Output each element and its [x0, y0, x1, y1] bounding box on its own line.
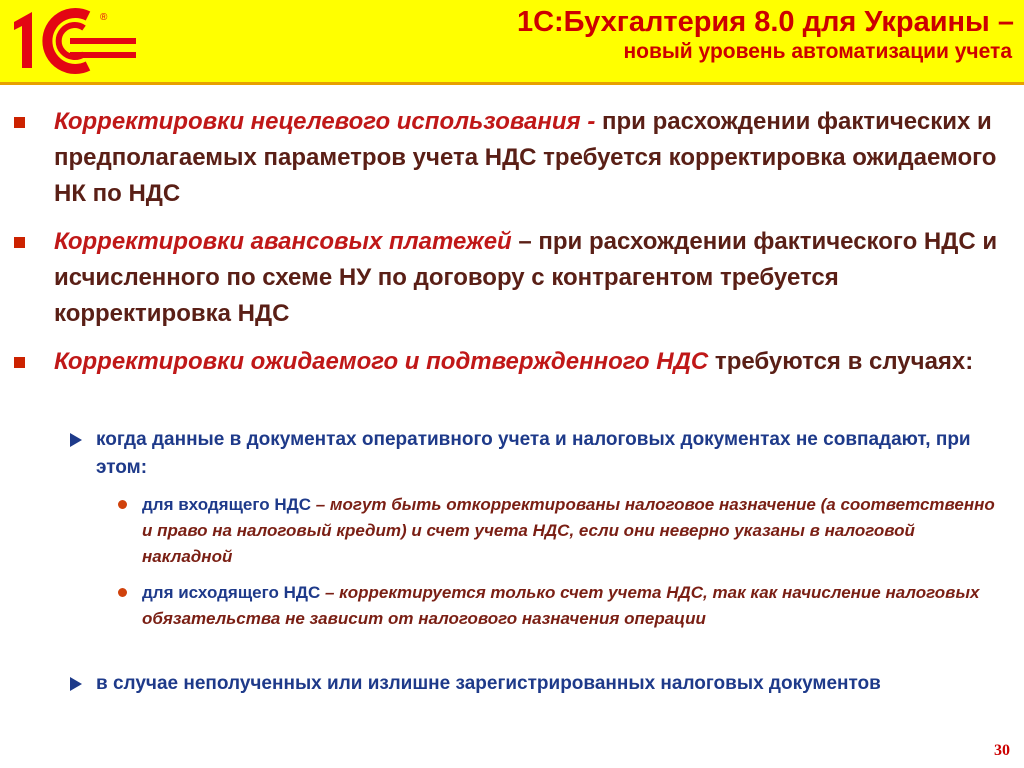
item-lead: для входящего НДС	[142, 495, 312, 514]
header-divider	[0, 82, 1024, 85]
bullet-text: при расхождении фактических и предполагаемых параметров учета НДС требуется корректировка ожидаемого НК по НДС	[54, 108, 997, 207]
square-bullet-icon	[14, 357, 25, 368]
arrow-bullet-icon	[70, 677, 82, 691]
bullet-lead: Корректировки нецелевого использования -	[54, 108, 596, 135]
sub-list-item	[70, 426, 990, 482]
bullet-item	[14, 344, 1004, 380]
title-subtitle: новый уровень автоматизации учета	[623, 40, 1012, 63]
item-lead: для исходящего НДС	[142, 583, 321, 602]
sub-item-text: в случае неполученных или излишне зарегистрированных налоговых документов	[96, 673, 881, 694]
bullet-text: требуются в случаях:	[708, 348, 974, 375]
bullet-item	[14, 224, 1004, 332]
sub-list-item	[70, 670, 990, 698]
bullet-text: – при расхождении фактического НДС и исчисленного по схеме НУ по договору с контрагентом требуется корректировка НДС	[54, 228, 998, 327]
arrow-bullet-icon	[70, 433, 82, 447]
sub-item-text: когда данные в документах оперативного учета и налоговых документах не совпадают, при этом:	[96, 429, 971, 478]
item-text: – корректируется только счет учета НДС, так как начисление налоговых обязательства не зависит от налогового назначения операции	[142, 583, 980, 628]
square-bullet-icon	[14, 117, 25, 128]
square-bullet-icon	[14, 237, 25, 248]
dot-bullet-icon	[118, 588, 127, 597]
1c-logo	[10, 8, 140, 74]
sub-sub-list-item	[118, 580, 998, 632]
bullet-lead: Корректировки ожидаемого и подтвержденного НДС	[54, 348, 709, 375]
page-number: 30	[994, 742, 1010, 759]
title-main: 1С:Бухгалтерия 8.0 для Украины –	[516, 6, 1014, 38]
item-text: – могут быть откорректированы налоговое назначение (а соответственно и право на налоговый кредит) и счет учета НДС, если они неверно указаны в налоговой накладной	[142, 495, 995, 566]
dot-bullet-icon	[118, 500, 127, 509]
header-bar	[0, 0, 1024, 82]
bullet-lead: Корректировки авансовых платежей	[54, 228, 512, 255]
bullet-item	[14, 104, 1004, 212]
registered-mark: ®	[100, 12, 108, 23]
sub-sub-list-item	[118, 492, 998, 570]
